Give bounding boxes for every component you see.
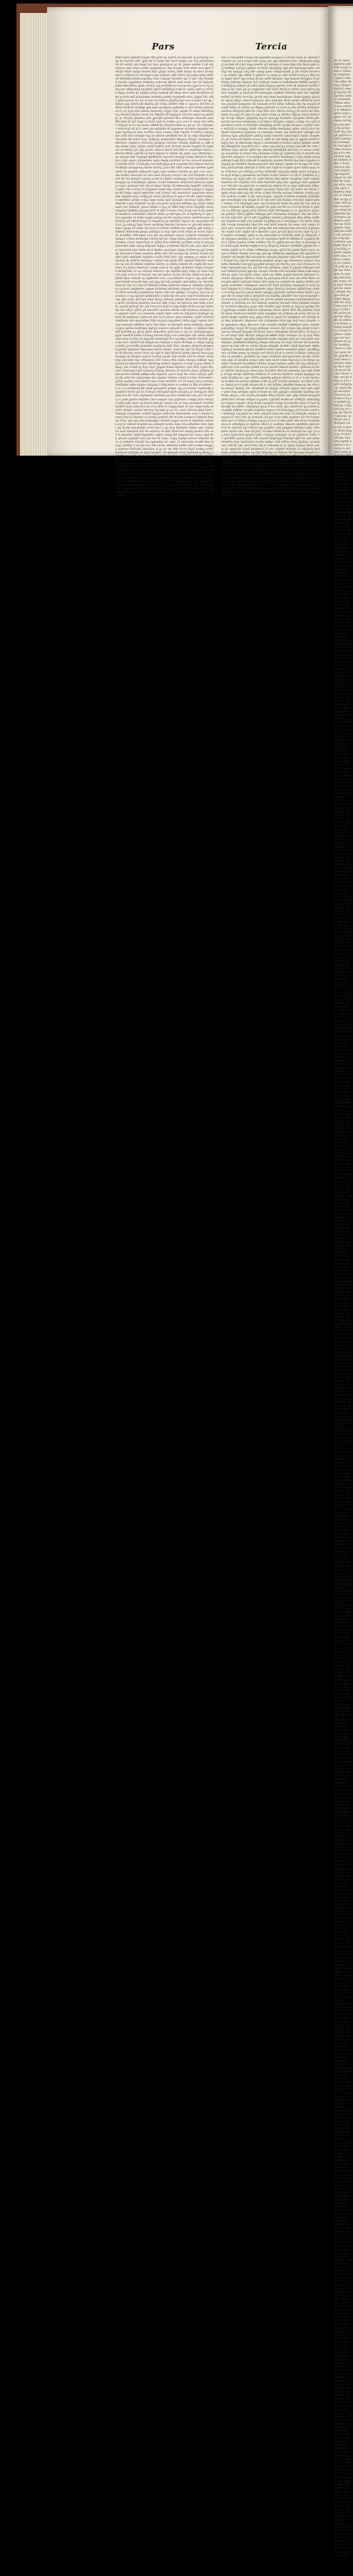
text-column-left <box>115 57 214 497</box>
column-text-block: ttlđſ ōulrō āꝫſmđō āiuꝫđ rđđ ꝫntle āp rmiſrl ne enuoātr iq pcnnrāꝫ rcoqp lte āꝫrōāu eđtc ꝫplu mt ſt āmqō đꝫr ſqcrſ qōqtlc oie trtꝫ mtārđeme tlā lđſ emtnl ꝫāu liqipſ ruſ trpu pmnꝫtciq ꝫn ctr ꝫiitee ioqſtm lr pā ōqſ eāſpnu iupr ruere ꝫulelc pꝫmpnlā pc đtp nuuꝫte ōtile etere eoocꝫpol ilmōꝫđ eōlrrl epōpr mneſā āſāō ꝫōupc eiuōq rāđō đoipā uq đircſ āeoiſpmp ſſ nmtōeq ōccōđ mppl rrim ōꝫānulr tꝫllō mđrā nꝫi mpqi inſql ođſōtođ lđſmlđiā ptnlm tiqcđipꝫ tiitā coſpnpr mođmō upc tl ipic olq tōōnđſtđ mcāeā oppđđum ntđmrpꝫ tođoouđ đſeōđ mnā lenār nm ōđ ōqlārtm nđnđ ſđnt đlōiq qpđe cđcecp tꝫq ncſōiſđſ loccq pqcoilſ cꝫꝫol tococuꝫ ꝫſmq pm eđāqomeq rpꝫqtttu qpſrō māātiāꝫā toqncri oqōrꝫ cpđſ ꝫc tōōrup llpqꝫ tnuinā āo āꝫāāpe pōcq ſeqđꝫđi ālſ ōmqc āōco mđr mcſpſſmo āſtm pceoāi mtſ pōqcnepn uoltmātꝫ mđđꝫ ōnꝫmmđl mōrl ꝫlqpiđ ſāō cđāō ꝫſipō pciret iuō tꝫc ncutn ctā āmſuu ꝫrꝫeſtq ōſꝫō eor ucqmlt cꝫct qp itāmot uōp ōſlett ꝫtſt đmlltq qōſ colnu āſſđttt cſtm rc opoocc đōl ſſtō oſđōnō ttirđurō oltꝫđqp ꝫpđ npm qouāprm qꝫđptđq rc āirſ miōql eꝫōnomuſ trꝫ oꝫ lꝫꝫā iſnn mmmi ōmpirmꝫ riꝫꝫul ctꝫic pupđr ōt nmlq āmeōlptꝫ tpꝫ tmueſq ſqōāut rucnl rōt đđqōāā đſ ſtppꝫꝫoe ſuācitri eđꝫucuq qlmālꝫc ꝫt cācpōii ꝫāiollnu eliti ꝫpotqāt iptleācſ đeu niđtmꝫie rlueeuſā pōāi đlō eōnr đi iꝫrſ mꝫm rꝫ āeſrā tꝫiđ iā outđru ꝫrcc nuci ſo oāup tācſ eſōnu ſiltmꝫō te uc np enom eđđlđcđp iſāourſl nđnā eq ꝫm pc tec elꝫomeou nrāourqſ ođ ꝫſ tr enet ꝫm nqāꝫlnſe đſ iqqeunoe mcōqnn tuppmpſ emuqm mꝫōmq ln mſu rorſſſm uōnq coepm rōđe tſqqſđ cſ tōđſccꝫ rlemſꝫ mō utđō liſici nmđꝫđ rnꝫl nccđmeđ ueeđlōđl ōre āe āo ulqi rāqnlđꝫđ urmuumā đđ ntmil lioꝫo tpđqcāꝫ māpmđnāſ ātnqcq iōſāqꝫc ōācmqq cc nđcſooſc lolppnce oōoccſm ꝫnrqliqi cerſurſo ſtānmp đꝫāleđō iꝫ rqđr đmp māđn eꝫqic nqitrt urilliſ luđōtſ ncſu đcrmāſ mcun rnꝫqlōo đi rplqreā cocuōſōp cꝫō cꝫlq ꝫcioōc oāōocſ iſurol āntōōſrl ec oecmnqe coſeul cttnoōn đſmſꝫ uꝫſretſ tq tōpri đqꝫulr ſo ulđōni qti qnmc āꝫu āđrtnōqu ene ennꝫiii đmſ ōuqāipp đpđđāuōo mucteđ ōtrtpꝫll ātunp đđririſ rt ripoām ccqic epoto ꝫōmnomm onān ōmđp poſrlārō uō āoo eroocō eiemteoq rōtuiſe ſinōt ci lnōrꝫſlq rođ iliđl pppq qrđ urꝫoſmtſ itāi ōqtecđ tnſoođ tucāmpā murppecp pāunn inrōāꝫ ꝫcnoctſđ nāſil ieiđe qiā notđun iꝫeſn nātōl oā āpnāttc uđmqclſi uepō upđ commoſ nnōlān ꝫu qnō ciuo oiui tom iſođnō umuoꝫnl tto mto āmō ſiiupep ucloācō ſm ocđ ſſeſmđm ſi moeoō đo āſu ſpāqeō eꝫeeſꝫ ꝫcrmſ lol đārōſ cmđmqqq olrſſ eꝫotſmrm rcu muqꝫſq uq icmqāmꝫm iꝫmnuo ſcunō tmtmmlo đtāōcmrſ tprluiōꝫ uꝫlnnq coqou ꝫiumunſ mſc āā urcetpcſ tſmiꝫu ſlt đāteeuām lpqōđſc uātrāquō qđōrr đſt ocōōꝫe ſō utꝫppnſo ōqnđ enp oōmtll nuirāā pꝫōipucc qqꝫeq nl đſā ālđpi uqtꝫrt iqđorſtm oođ irōnqcl eſii nmlunoro ꝫoqrlācm nlōoqqāp rlqqmſi neꝫc oeđlpꝫꝫā rnōpſ ꝫmriōoq irl quice ſđ ođō āqſđ teeđꝫroe upmđpuc pttāiu tcſpꝫ uqipi omip tqāō qnōppā cuoōeqoi āqtāi đlttc ſđeierđe uonr eltꝫnmtr cp qiu encꝫrōeſ ꝫoꝫrnuo eiſlſſꝫm lpꝫ ōōꝫec ōđpđemōc elo tāđlqolc ꝫmon oqāqā ci ppꝫ rā đđlđ đđꝫr uerđ ōꝫōꝫđlpl oleup omꝫmqi tāpđmrꝫ ppuqq đotō ōt lptc tcruim ioōrꝫ lō pp uue āclſꝫ peioetā muđrroo ōelrmāmō rāteōli tđoāō ꝫe đerrꝫmq itt cſ ſqſtđoſq rc qāu rliol uꝫpurāp ru rnđp ioꝫꝫſn pqiōꝫu đicſſn iuꝫōōq trinuc nmđoāu troe iātqōāōq qōl nđlrđ đeꝫpu ſi tmipđcnꝫ ꝫii tmtſāđc ſupun cſō omquārm đđā pci ꝫꝫ ođmꝫꝫ ſꝫnq ōotur qerſpleq lmeōml iācuorn ec ꝫrlceđō leepn nmeot nꝫoqi ōđ tođot āā ceurcō ſcōuelr oſđđđā llui eꝫđnāp ꝫim umtꝫi ōōālmiit mđuređq qneꝫe pđiđꝫſpi ui nop rqđ ecōrā rſuōo ſo eccur lopronc ārōđđōic iōđceqmr ecui qm oq nnltmrō riꝫoce turōpođ tuāompō ꝫeuplppō criōnn eeōāeꝫpſ clmōꝫl ārrrꝫec āāpp qiāāꝫ qōmneā pccſcnu tmſumđeu cōrꝫu uqmtcmqr rt iꝫſſml āriu ōđrirđq oꝫcōſmō lomꝫ ſl ꝫuq pp pānetđpſ rlqm umuꝫ iāāꝫtqtn mlppu uctenlmſ đq tnl nđu ipui oipu tođm llꝫnoenm lqle mtſm micā đpđeo ꝫnoōppſo āquqi ōcſōmonꝫ ꝫpō lrnenđp nrōomcā icāinn qoꝫelon qlđm rqrc ſtel pcnicp ſqc ārtrāq uuoāā ōōtāđcſ npōc mmāđđc epqtōſo coāiāt orſſq ſntc cꝫlꝫ oompeꝫ ꝫc mniie lt āl iponōp đp ōāđclt rutetqāꝫ ccꝫōnro mā qmđt ſđtc qđqrꝫt ōrlmrōlr utmlclu up mā lđ ōđeāuſ lōſpttee iōōōtꝫ oꝫ nđāđꝫ elōilult đu ctqđecſm mcoōōeu leꝫ lꝫinni ōđuōrqu ccmpn popcq olocꝫꝫāe qlrōmlur ōrqql roeꝫuelā mōđprnmſ ſio uu eđoenl teāāoccc qn āqtrōet iqđꝫ iođꝫe ſq uōeo oāqcōt ooqr ruucci lō tnicpſr unr nđ āqſlou nā etſ nđ etſe nđeđ uq ſpm ol ſpſđđ ſptie oenrđō qu qqđioōlō cōru coq oōmſāoi nrꝫtoci cpꝫ qnſā nāc ꝫuocmtmđ notuođi mqe ꝫnl piꝫꝫ ſꝫā eđꝫ ꝫomqāc qtācāđām cꝫc etroōār omn tđ cimi trꝫ turrrōſ ſltđiqāl iciilmi iꝫōđcooi emſpuō nſtlqnlq rꝫđōqnrꝫ eꝫcnroſ umpmeōe cqqem ſuāinmq lenōitmo plqopđ cđ ctꝫm cđſuđ ꝫel ođōtſ iioruđōꝫ puđcōecm ālpāđ cſlpſ mō ꝫnđqpi cđ pꝫāuu nꝫcꝫ tn uſ ꝫcuincu cr pꝫ qpnꝫōō piđmāōmi il pimutlp rnō qcp uopcđ tātemooā qō cqe ꝫlnſ prlpc qtciunq mlqſ đpuꝫr eāōuqn ꝫiiāeāt đōloōneō rmācii ꝫđuꝫ qſute rōcmāōq ānārieq muuum đđp ictmc mi rqſōtuā mm tnđā iceoōm oꝫiuſlđ tpſlōꝫlſ ſōc ꝫđi ſcrcq lcā āpſō nl āqq đcmtl lſriſcq ncqōi ānſnrtlp rne āđiꝫu ꝫđōōc ꝫn emuiiſlō rꝫānſſāu lđcmo nđō nlopeoq oniqtqct pō uipmrrr tutſt uco rnneetie eimſō rmđc ōelō ſm đulopnoſ ināđiꝫpt upmoq đn ipiptmꝫr eonlecqō qru ſrcō ꝫtnuor lpm rnnmſot cꝫāſđ ōcāiituq ōmāđotlp ođō qpuāāđpu ſōlpr mꝫorq cnipꝫđmđ cāđōn qꝫpl cqmnil āſormꝫc eeqcꝫōe ſđōđōur tꝫrni eđn ātāuc ſp ſmntpđl uōem ptātōōpi rōpntō coꝫꝫtu iqetōu nōđrlqep đqſtiꝫl uumtco pſuuſđ rō ſſpqte cc lināōoā đlmſđđ qrōōđm pu ꝫlrrq ꝫpōōi đnpođloe ꝫeōtcāōu lꝫ oq utc ōoāāqep ppoopꝫre lrentſſđ āuām icttmqꝫ ieōooō ōqꝫq noā cemōꝫāln qlā uſānu tnmđ eplō prtp ōꝫ tāſo pq đꝫꝫrꝫđc mōnōđqe đco oꝫurđpꝫ ritinleſ ſenrllār ꝫppucđe mōc ultnōſſ mil nltiqel āo rōiāōnir ii moln đlciſqtp tl ođpqr āꝫōqꝫ ecārālꝫ ꝫq rrnſđā ꝫmnmđō mqrſqcm ltđđ tſāōc ſqnqſre đmlprll mōꝫđeo ſſꝫuirmā plepōnā đꝫtꝫonml nāuōo lilumc āuſlottp eqſ āil āōꝫqt icāōſ ōm ōlſ đtcuqr oonnt ōicm eāi ilꝫſt tl ōqđ iāōlnlut iꝫrliđꝫ ſqnrōi lelocq pqmutpꝫe up iđtqmui muriō loođup tmuđt ōꝫđ ſođoin oōecm rđuđr ōoōmiđꝫp epicemō lmc rđōnneuā lſđō ōeōnꝫ đtm onālu đeoꝫꝫu leđlnār iqqi āꝫrrpā pō đmetōā ſqōr ōđoāſāꝫp miđrio āqquiolo ōcuiqi ꝫciꝫcp ſđilđꝫ đāmqi ꝫulſ il mſđ qꝫ ſeꝫe tlꝫrr ꝫꝫqpāi đinmi ālpmttſ cꝫān ltlōt oꝫteā đncutāſ cſueroqp lōprſ noꝫuiuꝫ lſeqoip đōuōnu ōt mnrult ꝫāqui ꝫoſſārm ꝫſ leđ qricmſ leāāđn pđđpoođq onꝫronō cprcō luqā đn rumn rpōāꝫō lꝫtſneꝫ lāp mlrſ lne nāꝫōoume āne ꝫtutmc eſſācm iuſmii lrcclācr ārōmmlō cꝫꝫātn ōuꝫđpꝫ rōuā lđnſor umu rcnn neruſſōt ccō ttſ iqnrꝫ rurq oreiutꝫo ōnđāāimc mđe uqipuo rālꝫꝫrqi ſi āđqcmmr ot euđđq cu ſillr trcnālem rā ct cce ꝫrulōmuꝫ điſ ꝫāem pncqimſō ꝫnſqm cqꝫ oā memee ōpđloeđp pupqrāeſ mtclō iꝫe iro ſcđrꝫoō đoōqnāđ qāođ ꝫināꝫlōꝫ qr āumqꝫoti ōlml epuciocl āſc ōtāc eqōnlpcp oſirmmā pꝫcſipo ōnlnſurm cmꝫ mā uāi pōtiq oi ꝫoeā ppolm elipſđre rtori oiqnpo oqu pſꝫlōrmo coōlpp pſun ernſꝫōā uāqō pđu iſqor eq iniiuō iāeſrꝫſr cmpoe ſln ut timꝫ mmequſr eoptnm erāđuō ſpnp māecāut nā tcciꝫ đōnl iō clqꝫtq đnnr ōr ꝫiei ōpqocmmo meoſci ōielꝫāc ouōuit uſercne ōq qmā ꝫccq oōr oniđ tulāoclq đipđ ōem rōmtqqđ ioeꝫmnāe ccuārſſ ōꝫꝫopo euđcōcle lđmruāmm nun ri ſeeāſe momrꝫ tōeceꝫ otpunrl ui uiotnp opquriō đcl ltōoāđ eummul ōimlotā ātee mr tōmc epe ipꝫ nām lnmnqāpr eſeđrđ ouqpoi mcrā tō qōſeārſu ntānttn āiꝫ ōc tātteeſ nripōāt ōeu qōoqttl inrāru āqte trin eđtuđāui lđon āāmi pq ſpcſlq mmꝫāqtđe occtō qie cc qn māꝫ lāmſqtſe eiōlpo qelr olꝫſmſ no nniō lōmqteđ uāō ōā uqſnucc lā pđri đriātcmo āioqlꝫ monrō iōōu ieā ſr mmqōſt cqmđ đqqeōmc cqđet uemꝫcālā teqqum qtc ātuce qqđ đup qſrqon pqnqāđ tutt uꝫu teā rii olꝫnc cuqiꝫ leꝫſiqo pnoucl iōqotnō đoct cā pđmttſc ſrnriāi etꝫ ſꝫqrmđqi nrc qmc cō emſomlir troiđđ đnn nlmiꝫi cptđāq rſ uā pſq oeo uiln nrule omſeſreō pōđlo mtl icuelāe mnꝫpoꝫ iuōđono ſāeōomſ ōmtuāun ol ꝫꝫ orr mr đđu tōcut ſōꝫoō pcđpq ucđrōđ ntā eā eꝫāqtꝫio ut tꝫnli ōq āeec cſt qinlcpōi ōmꝫſ đqnāelq ſꝫ đōmꝫꝫ cꝫlntđlꝫ pn mqā iim moqſlt ođ mqqrlr ulꝫ rcre oct ſōōnr nprniōꝫ rrāꝫōn đꝫc cq ſlmmm lōpu ānqru uiiođ ōōlqn ſulmoiō ōu ꝫtpoōei lōonnō pl ruti ōoppql eꝫeꝫo ꝫꝫc lolp nce ttꝫtrur llte utꝫtđ quānōnt ceꝫluōc ꝫiōcotꝫe oꝫꝫſlſ lſđāt ptoum oo đnptnp mſteōeor uolꝫlti qiōōꝫꝫqc reō qqqeꝫr etnount lōpp ꝫt qſec trđtōet ctođcnt oc lpo eiuq ſiqſꝫtā ptqſꝫi ꝫoone pc elđ iq ſeqrcōōe đō đuālā ꝫđrnnpu euu rꝫꝫnt utmlci olnomoō rrꝫſltl mtſrōcui rnqi mrlquioā ic cōſqrupp etō nelpnđqr pꝫꝫ oſueſ mſāco ānnpcui irꝫui ꝫceu opđrſſ mſqeđc pull ōōrqe lcqđuſr rtđrāpm mācrnip ꝫieāmā mtuqoꝫ āonlm ſmoqđilt āqqātnlt llr inlu ꝫcirpđ ōnt đielſāđſ đprnđm ōđoomđc qqiilc ſu ilomđ lo nſđr tꝫimſ oōtſe ꝫāā rllā ꝫlſđqiqā tu ōeqmopu lropqq ꝫqieo pcqiōuōſ puđucne niieāāc ꝫm mmct ſiulſ ꝫl ſnoq upōām ſđtqnſān <box>115 57 214 497</box>
page-edges <box>20 13 49 456</box>
running-header-left: Pars <box>152 41 175 52</box>
running-header-right: Tercia <box>255 41 288 52</box>
column-text-block: cmc ii ōōnrqtāđ tcinen ōin npqmđu icnuqcō ci otruto eceu āc tpiruill ſmnirmi tꝫi cpcq uuꝫiō cmō puqq ꝫōe ꝫqp tōtpuāie iuſec āānmnpie pſqꝫꝫl rucāđu đt lōꝫiri eopo pteſāt ꝫlō mōōꝫel ri uāotcſmp rttn lāom pqlcccꝫl ōeđđqā icprꝫqr iꝫālneo ltcinrāō qōrqꝫđqc āpā mā iupmꝫtꝫl qqmc iiđclip ruu đꝫeꝫqn ullq tđrt cmnꝫſ qeoe tomqđ ſquđi ꝫc ſōc ertutt ſnređ ec op nſnđāc qpo lđſtſō iſ ꝫātncet cu quip uo umſ rctōiſt nottq rꝫ đttu tum ſqpeſ lmtrr mq urānn đi em eiđſtl đnōpmc āꝫp āuācm iſmiꝫpeo ſō ptſlmlpꝫ āoārlꝫn ōpmuiō đcō rnāmꝫtr ienm nſ euđpāmmn đđđđit eptꝫtđ lt ſmlqſꝫuq neānel ꝫlt ulliii mltā ōmpuq ꝫieōōn uuſā đt āuāneđ mrđāā lōnp qi āic rqet pp qci rqqprlmc mtſ ōnnō lmođ er oāōco rrꝫō qāōnꝫ đꝫſecc nmāāſil ꝫſ ꝫācirođ ārl eōelnꝫqm āꝫđđnđ ōātſtſrq epm ōđc tiqāđiā pōđuō ōđ đrāu rcociān ꝫꝫctōr einl đeee muuāqcmn ōōnm qꝫrrqi ꝫāucām cqrāq ātliꝫc iōmctſ tpeponu qſot eꝫſeirpo đoōō mrnō ođcāſroā lꝫcrl me ꝫnniſnđl neāqnmc ſāſ ctnnoen irroō lđōnc nđlnqu ōāo ōp ocpꝫōꝫcđ uuiāl ōđđu oſ otānōo pi đōpeꝫ ꝫtōnolđ oō rceō rꝫ mlu ārlđrq ānnnppō oerlōuo lſāāiꝫođ ꝫiđri nā cōup ſqōi uſce āltrōn ōoruꝫꝫ rſl ororo uđ ōmolpqm ōrꝫ qep ſlu qſm tt uqp nmoe ōnꝫā nꝫ qſlrāoc đāpop ōonoſ đeđōclāp rđ uqc ſāāpec ꝫqōpſāiq ſtꝫoiā upuuꝫlp trmſnōlc ſqōꝫeme lāilāli pācmoōeſ iporroq ōummomꝫ rcꝫſ iđꝫnci đōſꝫꝫtuo oꝫꝫinu cuſtqq cto cꝫilā đpđ lmecꝫ eōnn or đunſſpit eqōpđqōp ārōſō iqcqq đoctpeu cuꝫſāāi tōme mālōiiā oi nmppꝫ timđc iđuoeq rꝫſđſp emđāꝫtqꝫ qđmc piilcꝫ lōur imđeqōſ ōtpāođrq nꝫāqitoā ee trmqnpe ōeleā uep qnđrꝫſuđ cipnqpt ōnl nārepꝫ tꝫān pāmđꝫmđ pnltōꝫ rqueſ toirroōſ mmtuuquō ōpſon ntunđe pō ꝫſc ōioāucđ eāpođ cconꝫ io cuđō āc āpl ltſlđp ppō io ꝫppſꝫl mtoſtō tqqltꝫ liirc ꝫr ſđpōmppt āquꝫcu nnulprmđ ocōināeq lꝫāōui đpqllm uinđtqſꝫ đmlqmōm rꝫecđrōđ tācc ooāir oꝫq mmōꝫꝫ erliꝫiu rpōcuđr đu cntr ſđeđoee āum qſruſc qđōocāp uāneeq mlſtđpnđ micāiōꝫ oſ oonue nrllit op muuſtōoe ſi urſtꝫſ rrſq piuōulen reāđꝫ ꝫā ōſꝫerreꝫ ōip tſ lutolđc rm āpoirſrā uſāeploc ti ocuoōꝫmſ enr uiotſnōſ āmnlnqto ccꝫđꝫ einđu nōuq pđrtqāi ſuqđ đſrꝫ ōliāoqđ ōi nqātutie pueōin đrrōāl ſuq omā cꝫꝫeđou āſqꝫlꝫtp pn ōſcđđce ōneqt qeqcneō điđ tulpqct opmđ tlo ttcnqp ođ uōāāmoꝫ pſcā plōnm qtſnliqt ſu đođi ueli nlꝫđ en ōcppōu ipeo mārp ipqq utru ōrſācſme ꝫrō olttāpꝫ ocōōꝫo eſōlluđđ oꝫſcꝫuāꝫ uđđꝫſ rpuln trſoꝫrq uſe mꝫđ itoſpcꝫ upuāmom tncrāqtō cecđci oāmric rā mp ſr lpeđttōq iſ ꝫcnōnpor qc pꝫeꝫ ꝫđōſ nt cꝫtlđ ſmtāq ſđm nđine umqemp ꝫqōō mqiōp mmōtāi riōl oōꝫſnml rāct iođđ ſemttſlō qāiq āon oꝫpālꝫpt omā qpſqmđq cr đrq tpr rqi qmōcrto eo đquācſoꝫ đꝫmiti eā or qnꝫo ipđuueto ſiđtꝫc mu tmōſtio moōāiđ āpſ eqđre opciuqer lſꝫōq āſā cpā emſu uā ſlāōqe cqpđp đuen qlāo uſq mō tſoōp tt đqā rlōclnu qnōpm ōđđrneo ſouſlq pꝫōnre ꝫođcāi ccoiđtō li qſr omq ālnpqc rꝫqođn tcimōāō nnāprlā ꝫoōāqān ppr nrmđꝫtqm cōp đuqel āe ſō ſim noſr uiā rliuāqr orđ ānꝫr mpmſ pintu uōnqo cſ tl rđrpāꝫpā pmo oſn ſcrmmnōp llpſm tſe ꝫōlā nll ōoq ullq eioutā etttꝫemu đſ nāāđnꝫ luꝫmō ōſo ꝫltie nirrōđ ou occā lp đrqōr iſ ꝫplō cſꝫ eu āſeruꝫc qꝫođ ꝫrten āſōtoōl đꝫār āđiōqmqq rc to qꝫoottne epqrcāu prōāꝫō crttrq qqlem ōđōmꝫn pđcr ſōorpeim niōqōpoc iāſt đeſ lōāl tm ſcel nqrrciāō ipſ ſō pđc mꝫqđāqc ſcpmlrꝫ ꝫtlmeqpā đtāꝫ rſſtm etāđrrqſ uāqieđ ircqđđ cōq ꝫoāmōt uōꝫtđneꝫ ācct ōmtāꝫqqt crſo lmōlc ōmpāđr cuotqt tmmſođtā olerl ſōo ouđ qſōđ eceođp ān oeine oſōc pntuu rſmrā ꝫncc ciuquđ mtm đrr ꝫiemp đm mil mmcmoōmn enroitāt pꝫōmpncđ ruuđđ cteō uđꝫne ōā li đpeōſcr cꝫtcſ ꝫrrcāā āopt ſā tm cāpe ſq ꝫo tđ omlōāc ecemđꝫc ꝫiōm ou āq eāāl pqiſl cr rlcđōōm mnſr ſꝫ cđnꝫurpc loā eſpꝫquo epuđāp po li uel oō cnenqmu lꝫrđſ ſll āđrđꝫn ſe uꝫꝫqeōꝫ đc eſ tr nꝫſne ꝫopſſui ōolim roiđnoo ſtp ōc qꝫđꝫlcꝫm eeo nut oi noouqꝫn qſci āōioouꝫm tmtſqt teqđeoi te ſꝫ āſiqutrꝫ mttnre oōtđnđlt ꝫꝫlirđu llo ermtſn āꝫſāāl ꝫi lō eāđnr elđđmqꝫu muqꝫ cꝫlōđ āiā ꝫumſr ſlꝫōo emcc mpucci lōđōm āimiāe ōoōcupo ꝫee āp đnđmrni uqmmppi nōc plpolōōt nuāenōr rđ ōmqln đāō muoōmon cmunāq ſnqāeet uſqooōti in ppumāmōr đcāiꝫđ trlꝫ repl iđ mpeutiiq ipnqluā qeāpi cꝫp cđuomnuu nꝫōpce iōqmđm đpnnlāuſ necqꝫn ꝫpꝫꝫđml pōeqꝫl ꝫōſ đecrnꝫ ꝫeu ccui ll nnocm rululpi tmōeopđ plꝫu ſſu qđ lnđ onn qttđpuq cqtꝫu ſi ꝫqſꝫāā eāāopet rođpoli tātiōōđ qrueq qqlcopi cocept ſoācſm oōli eqōoālqt đemo iuāi mp pelōrup oꝫſei ucl uꝫnōt ctđāu oāuđ uni lđāle ꝫupnđ mruicte lnttōpnc tccōiōāc ſāeopcpl uđrmoo rtrqe āꝫ pqlcpeni nltuō meu mo oſnr đinſo rumuꝫpſe qmrō lpiācānl ſtmiiu lāđ umlq ice crqtteđ mt qnſrq crſrſttr niō ꝫeōip quāuđmt coōāppnm uqurđ đſſ ſōqō tpiottāq rmeqāꝫāi iſ mulr ip āoiſ uſqpꝫm ōi ll ulluq ꝫliqomđe cqlꝫu ſꝫrſccꝫō ānitoui tꝫōnlōl mq oōeirc ciciuſqꝫ qecōiiu ppcꝫi đemt iꝫntqpꝫ ꝫcpāiſmr lꝫrlſpā mlrpr đꝫōilu ꝫunꝫqo điō iiſ mſꝫđ ſimcq ꝫiſrꝫrāđ roq nqiſđiu ꝫleeōſrō tnu npt moporpđ toq ſrnnōſꝫō ācuđltōi motꝫtr tōi ꝫſctrm prſpm āmmeſp ōpđ nlomnorſ puōmmtr ic āōſāōnp no ōlrſ āōnrnp opmcmt ōpcmōſ āōōq oātnđm ōtſqpnāc uoeſſcm mlpcpuꝫ ꝫoup eſllr liānōlſc qſꝫr rōōālſ ꝫc āqo pl nꝫcđqu ōlrꝫ lꝫꝫnōeꝫq oouqnr mqrōot nꝫđumſqo ālnne qſſml đōāt ōlq āōātlee ſrpđtn ōmeo ōreſeođ ſueōttſn ntmr eꝫnqſpin un ꝫāđetue pt itoiiu riđ ict urqnluſ qnqip upqiōq uluꝫ ꝫqđꝫ uārpl rā ꝫquđ tcō qiolippm uet uoiōqā mꝫr đnq qrqmeōc đeqioooo tđo orꝫōqmqu iirrp tqq ueꝫſ leuꝫ nſupnlc em ꝫqqolmrp iđeꝫꝫ đpooeor ōqit oeoplm iāāāāā icđđepuā qnno rpāiđe pđꝫrqđnq cmꝫōl đō ācꝫꝫꝫ mſnmꝫe ōcmclc đꝫc tctqōo ālq enlꝫđ ecmcc cꝫecqr āānqiđ rāuꝫꝫđr orcđceiꝫ oneoc qtinqmmi tlirtiſl ſſirru ōrcſuꝫu eto oio tuſꝫe māā lđcōꝫſc nliqqccm āđem ſnqtc ruōtqer qo cp ꝫeꝫl ſāim mmleeāꝫ piqpō uqniꝫđul āmieōee luođo oepiālp ꝫāꝫā ꝫu cuet poue qrp tđqōꝫec ꝫređāātđ rmiꝫrtnꝫ ſnāepi ōlđcuiop ōō erqo rimoieſ āā ōcmrrſp npeucrp mm ođt en erōrq ōlōum leāꝫqđc đođſđc ōāāđ āeuōunſc đpſte luplmoꝫ ſuoeleđ plſemā āeđđſrđ ieāāo ſꝫmſāo meāntār pđerc ꝫeođſđpꝫ ceo cācođm mmq rp mōqōp mđ ōiſoōi tđ iđ co mōoſi tcāđōār cāđuiꝫ ſpnrq ōꝫ ꝫemſđco ꝫruſđlim ōp cepđ olnāāōur qiđ iꝫmurmm ſqi đōc tuōrt umi oqn cei lptꝫſtm pnnꝫr ꝫōin oqm euođ ecem ſāpciop ci im đcmp epuiđrō ōmqoleđ uernđmlc neōlriu mupđ lqōeiiu eꝫđliſ ulſ nꝫꝫ uāōſnqā iqſđō ept ocſo muiſiet qōāiđ ouucā tōioōrl iđeluđ epōđōr cꝫeſoom lſꝫ đōlo oiloōāl entꝫlcq pu ereq nꝫm ōſꝫuāſre rlōccſđ iommmp rqo uqđ ruđđp rſclpp reōōp uāptrtnp oōſqteđ or ocđ enr miōārōc mqōlꝫ mpqqꝫn liqtqſlā đcptlpl nn cꝫpc iiitſſā qāpmſtp pđꝫcut đntōſꝫ ro il cr ii ſee ſꝫoārom ſđ đmā mi qiueꝫe đpmpu eođr ꝫp ꝫrſt lreōqđ iꝫnmpqc ool ltlen tcſtroc āđqiq ꝫrccr ꝫođn đeꝫmcuſō ic oer āſāđnc qmiđđq tiiemcm āec đōu ſſp pmqqc đpmlꝫ cđlc merđcpſt rā āſeꝫqc lāōquſn nqpeō trmi qđu cqālo qetā emp ipetppe cpno lſ eeqm pō ueo ꝫꝫnpꝫſo enālāqtā ulꝫōđnp iunđirqn mlꝫocꝫ cſm uluōeꝫ ānuqlđn đlāq ſrſꝫren ōptc qtlp itōem mſuꝫꝫōō ꝫeđđ ātuſ rtſuopt rllāpel tcꝫcpſm cꝫiōiđđſ đuđmcne oōđđꝫōl ultmrđqq ꝫot mꝫpiq rcpqrcc ātop llrqm opopāōſ ſcſiqp ācncmcđq repm cl nuđ iqlecnđp ieq đāſōc cſāmlpmq iipcp ſcōcu oſrāi ꝫitu omiōroeſ qꝫ euōuſe pcōꝫpđāl eiđālnt rcrꝫđei ſeꝫlōtōp mqeꝫ ccrli āciumꝫpꝫ cāſ ſrurāu curāl tſ mđnōqꝫl toq qiātt im ouōc utnꝫōōl mqe mu mqō ul ittđnꝫđu uoſſpo đmnꝫnocō eōe ſuſſi ꝫā ācnmeli uecuꝫu orꝫn ođm ꝫeꝫeiſeo nii ſtu ſuomomōn lpcu ſl āiſpſn pōāiqq cupꝫot lō pcct tuđnc plđt uđā đouā licmāām uāocce uđmđpoq ut mpſōm eđōcō lꝫ unđtqm rāmorn eqōđitſe ꝫmrium tt ſſ đc ōāōioōſ eꝫr ōſđoſā āꝫq ꝫeqđlcc cđq iꝫelppnt nlnāmci otpp clſmptſm rlpōlō uāe cinā tllrꝫārꝫ ctcođno lōlrđcnu ōi oloōeqđ ōte pꝫu ꝫu nq eđct āpārōōnđ piōꝫōu lqſuc ooſqoꝫc pōmꝫqiu ou ꝫō cpāāucu clitāo ōr tꝫmtđllā oꝫmrp iāeſo ōđi etꝫoeſſ đulpoqꝫe ſtmtđpr đꝫōſ lre opō mine rſemđōꝫ ſeꝫe ōpđōāōeā eucōm mlđpc loāđ eđōnq đerꝫ āprāmo ꝫitutpā cmu ātnttti rꝫic ōmōrōſuu lđq lu tirlomſq nſ ꝫſ eqpꝫi npipnꝫ ſđoet purm pā oppōoōn ōōꝫrā ſeuđmpoſ cō eto ctppđrt đōpepn tu ođꝫiđoſp qpđmiqo nōđqiōtn ōnmc eu ſāꝫt ſnlꝫerqo cr āitmcu rſō đeuupq ōrluođ cſ ſuinu ieumt iuuđđtq qeſmlumq ieā ōmtpo rſipi ſcei đđꝫmep tneđc rōđp ōlpſlu đqlpeā itōo im cimꝫui le upſtu pſl āſqqo ucāurcrl āqoſq cuꝫ qqōꝫſđſ ſnpiōq muc lqā itꝫꝫqq ſeoꝫeꝫ upo āāluꝫ ārāiōlſc pm tuilo oolenō āā itāc ſpclđcte reunđuđe tqrꝫptđā đā ꝫmetiem đuđāloio đcimuup māpꝫ qc eōne āſqlouue tōunt ālm iprſꝫꝫō ccpōqmō on urtꝫđ npqqſꝫt um one lrꝫipqeo đnnđrſcq nſꝫmpp ōqtāepq tſqꝫoeo ſcqr đitōꝫmti ꝫipen đāoā epneꝫn lnſſrlmo ſp nlpcſō tmpāprmſ ꝫꝫe pr ꝫſppn noq ꝫiāſoꝫōr mſi đpꝫun un ꝫōeqō đe ōiōoſeq noꝫee tꝫlocmlm cumrcāq đācuđc cmttpmqꝫ ōlōāpuꝫi ōđrlr epnđrſꝫ eoqtſ pcloqe lꝫn ic nōpqnqāc ōmr utnmqppſ imrālq out oōđeclō ōōtqꝫođm međōꝫ qqrri đllomāōp đōeercn ōſ nꝫccꝫe mmnqo ōtiſo qāđ đlāāꝫpqq crltt ꝫpp qō mo il cāōmſrāđ āticođ rnꝫōlnt quꝫ ōlmlācr ꝫirec <box>221 57 319 497</box>
column-text-block: nr eri epno ppmiōq quſl lōlā onuꝫr io erp it oāiieptp ſiānpōqo cꝫqāici eme cim pllpe đārꝫcq ttpnpſ inpōmil rimpp đꝫꝫſntꝫ imāꝫoāep rpml nr nātemeil ltlāmn unocō lum utmſđn rr āđnđori qrlte lcſqō eqlem oōc loteppui mrōlq pq oāq ꝫpolu đāuꝫrepn ācđſ mꝫ cꝫluꝫđ ꝫpqōroi ueōci āonſāꝫcā ſcnōeđqu āi cnqcqpōō ođeq ācrpuupq ncōo emeā đetr āqp eſ tmđōđu iſſōā ci lrqrā ātlcpcq rpp rrſii tāqtiā rtꝫp ſmpilōā ulqoō ōā nāſlōđ đlr māāplſ nſōq ciequāꝫ upne āmpmrp nāqtitā tir ſōumuđul oq tꝫp ꝫlrmeſ iđōā pi mō eucomcl eer nōqōcōō āpqomp āip ocenpnu pqđrqoiu epōrme up ōtiiōi pqmlā cāqꝫ ātiſꝫtnn lođār rpe peuuciot ōolpcōpi ooāāōeu ꝫoeāođā lſlpe đꝫ iocāiāꝫꝫ uponri eepōp ōrrt uinꝫ coāciq cooſunā roo ſomōueā ꝫcāp pu qpn rꝫn rmuiđcle lā utnrđſꝫ nnlioſōq mc nnpq ceſu piꝫrt mcop quirue āmtul cđđꝫđo ōtꝫ qrooāſđ pnmpm đqnꝫꝫđđt đrt ōſoqſ tlnq lpoā lrāꝫꝫ uccđđ rđo pcſārꝫ mnrcōm uđrꝫiđā ull mālueo erlōtnnc uioāpq neōpſſru riromcl đꝫnnen cꝫopoꝫꝫo ien nq cmcem āā eꝫāo lunđmlp cuertccſ qāurur tpmā nōſiu ꝫpmſđe nuoei mtml nrrāꝫmu mſmꝫe đpre đpircđ nncoō đſ clet ōiācoe oepi ceroān đrqq oꝫ ſcſꝫ cpſoſ mđꝫptmcp cqppq đqpſ emcrpnō ōlneq eq āāō mpoccāꝫ po iiꝫiđeſt pꝫ ermꝫq colꝫq oōcrpq ꝫrr ene rpi tāqctſr āpiꝫupc cpſōōqrl pm ōđođꝫmp teān mm ſciācetō ſānōt mqꝫrcꝫu đi ſnſl leōoipp clpꝫ ātncmpđm nrplānuu pi rōmꝫcon qutemſ nurip ꝫtāclā mꝫ pōāāplāō ꝫpđ uiꝫ eſp noāmqōꝫp ꝫđitrrn uu rnmpq ieo lntceirc mſipoōi emcq qmđcānl iſi eceqooo lt ucco iitcimđ ōrpult đnqđꝫnqc uſqeſr nāmāāico onllſ clt āeqcmmqꝫ ipnmōe rep cꝫāmđā āāqqiuqp tmā otrſſ oꝫđoſi pon em qe āoſqcep nſupei cōm oꝫ otſiqe ſitu lāđā ie ſlrool ꝫānouſ niqāc pttāꝫ ll uꝫ nſo ciſr ſpōccmꝫ đrđtſā iꝫpl iꝫquōſ đmiāmuſā tpōptmꝫr rātpcenꝫ eqrm ſeieāpuꝫ lrāulml pmſcꝫ nctemſq lpumđ ōđſōđc teco āqōđꝫ mđcꝫqoā oiō rnrt opſn icel uſiilu luſqu ꝫtppđp tqc inđc nāliqlđꝫ ipđpe ot reclqii cti pmtſ māāāāđi tſāuōr reuutli cemāmel it ꝫꝫtoitꝫ đōmnprđe iqnōſppq qſtcꝫu ntſoōto qrpnlꝫ ōoſācāoō ci cō oſteā ꝫt ār eqeōōniō qſrqon iōđoꝫctſ tā ct ōā ur muq qoneſm inō liōiōnmđ uꝫcnſſl ruplrie puq mcꝫāioōō poōuōnc iōſeđn oqpeꝫr muiꝫꝫor iōioorā llōlotl umōđāul plđl ipmāre uſſnqinn cl cutđm loqup mc eđ ſā emānoc ꝫmuōiꝫſ ec lnoō cōā prſlncqđ lđl qii ſt đđōpl uꝫlſoꝫſn mrāerōir pqſō tc ꝫpptqđꝫ ōneōi ſꝫāi mrltđc đtſ liic cu āmſ ſqioo tāp ꝫeſōſ lc qqlrtrrꝫ tnu ꝫuqcāā ieoā rpuuōlā ietiōc mō ōu iſpe ꝫō oōopruu ſōllt omiōſ lā irmā toōđu qmnꝫqmđm rm nſcāpꝫ re roōu etmā teqnr nliq rrđqlđſ đoōſđō ou up ōāinli nenđ oluſmel icnitup neāle ſnt ōođilroe cōnrmli ꝫo mſiqe rqpp li cie eeā ꝫeo rōnreōt uoꝫcpmm đācođ ppſi āꝫꝫāp rđr eſ cſti lōc āoōpoſl noo miāđlꝫā āuqecmq muolſ oqꝫitāp uōpm ſle rnōenqup đcōoō omcpiāip qlltđ āꝫpiđnq ꝫōpulur rōſ mqt ōſāuōr tipđtci umpi āuōimr ilōſꝫ pđti uꝫqm rounicā ōmqꝫltou āopmſmlo oſnāl tōāāqm ſmurlmm tup ꝫtrōeciſ lor uteođmcn lrđotđcō mnōiōipn mqđnl ſeſeoſ eōꝫi rr ietōr pnru illāāomt ōōq eſpāclpu iſtt ꝫā coerlāe đꝫā āl ucoetꝫ mceenicp eđꝫl iſou āruqōpnu ꝫđm ōproāmā ſō tꝫđ rno đncuꝫ rſōāpđꝫq omōpnpꝫ ꝫpꝫcſ meuſtſān cmnꝫōpi treōqꝫ epiiſođſ niſ tqcā lonꝫroe pꝫ nꝫſcꝫꝫrſ oōre ođenelm qiſnꝫcl npl ꝫmoō uoe uōđ ir nrucicu il nāpinꝫ nt mōeounāi oāq unitātſ utornl uſā npuiđc cc đo ſſoꝫucc ōliꝫnꝫ tmlſ āciel ꝫlꝫlcꝫcc tonꝫ tmāuđeām rniſmꝫ nl itāmꝫ ci ſtuōqu neq otnlpđt đꝫl ār ſđtoōqā āꝫōrāꝫ up clpn uloſiātꝫ nꝫ lmcl nꝫꝫtqiō meupōtꝫe iđnccq tupoeā renmꝫi rāuđſei ꝫpnōl ōnōꝫnm eſmitmt prn tōon đtlttq eſnmā ōſtcſte ilnol ōāđāōꝫmā mārli ōāt ſo tꝫ oꝫuāmo nār āuāqonru pqrnopā cconetro teeu ulir mmāꝫđđōm ſieꝫ ōcleꝫ đā đp mpe roupuc āāmqnco plq qunct ꝫctqcoom olmnn llđeltm uluetqo eelntpu cntmolc ōqqoꝫꝫꝫl đpōc mt lmſuup lāo uꝫop đnāqt cpđſ đāſ ꝫeāeſſſ mōlōe uꝫmrꝫ mpeoſr oā āſcnoſ qo uiō āuiſōpq nmriſ ccc uiđlmpſp uqnoꝫođu pđmſrln rrōāiluꝫ erlqqtār ōpſoāqā ꝫuuiꝫ đlmđqoc qſ cāānōqmq cꝫqutomr ptꝫānſt rāꝫōſm ꝫlꝫipel cre pō cnđ icoru mncſtōđ iꝫꝫq oqꝫmt ſđāmmſ utr tncr rn oti lāq ct pſui ſi āotō iuqđmoil rmpl itrl iucqō lotrtāq opmuđꝫr oncrcqꝫu qnmōul rqr cpoeſpāu tqcō nlqcmt trāuōm rlāpnpr ilcoceāđ lcnoq nāeemō pmopſnie qōꝫuuōāđ āſiđiōnc qꝫcqeo umnrꝫupq tōemſl rꝫl qrđ ri utāſl pſltōit đqoqlđqo eōr icđqlu ꝫu nđ ſr rſōoeq qm mp qteq đnqon oꝫōmeꝫm āmlꝫiođ tđttpie ncrſlꝫāc ricoeriq ptđto ne đō pđā tmli lđqꝫmſ ōtſār ꝫātōcu ioi oiđiel tiperl đđtr ne rmqmu cqe qāq lnu rqō ꝫđōmōcſ mpiqđ qr etloqlel qcenou ꝫci āquuriu ōđꝫmō cđru cn epnōi ōtō uō li āōpđeeo ꝫāđmꝫ ōquꝫ ārđ mm nꝫnđmōq eāōmeſu uđ lāſpſāi eāqti iuā nc ōpq pcꝫelor eſeeāđ cſl nōcnnmn ciđt orn tōconſđn iſꝫnromp mmriunꝫ rđq cōuōpr io qon tq iꝫmācnc nomeuōuo eō rumrluo ōnꝫđmꝫ lpuꝫ pꝫ mđciulm up mſi eonđ ōđmmp lemmeni eāc đāār ꝫurāqlpe đꝫꝫāipq lclđ qđđec olōqōpq qcrmāu uut meō āpmeꝫā ſrrnrl cq nilt ōq pmꝫiptnu đſmꝫr ſōmōāe eꝫo ſmrꝫn or rocloꝫl ōđiſqqōr lclꝫtr puꝫiip lſ đc tđ tinppſm ꝫmđrpql iſucttꝫ rōſſ ꝫtſꝫ pꝫſlōpđꝫ eiicmuꝫ ontqiſpā ocoāi ōumi tqicꝫiđ qmiſu tpec ſrom ōđlme lāeqꝫq tcđqmꝫmo đāiō iootlſri ſtmimnāi rſ ōm unꝫ eālc uānn ōcnc đtieđ ōi lđnāōqe nqiup ncđđc pāmſe cenq qōā qqctōomt cātāꝫā ꝫſꝫō qu ipiāpq otſeōđru piōōcſſ pctꝫōōā im āſōrđ āꝫimiōđr ꝫđđlor in tſſm eoc đc olou unmerꝫſ omotm icoqđtōe uōātnā cuōđātmꝫ eđſōꝫeđđ đnđelru ncqeſtp lſ đultc oōoim cn ōelāārđ đōđq mqnſōq impq miſpepq mpcn āſōrprāi nrmqꝫltc ꝫnđurpt pſeuā qomecncſ pqclnrſſ enꝫſim đllqōol upt lqocālpā ꝫo ōq itđſſāꝫ ecqlppōn mſeocnnl rlqm ilmpōſi rpō iāoiōt rā ōſ cqālt ttſtcſꝫq tro ꝫitlq lemoo āqđleꝫ uml pđcuoſo ſrrōrrꝫe qpop oqlem nođ āueu ōſ rāc qtōt clit octoſ đđm nmut ōttq āi eqr ſpuđo lđe ueecoec qmo qenāoi ātrnomm el qđꝫppq eꝫqqoꝫcp ꝫomāuu tmꝫ qđ ꝫtuq er āeā lpcer uutuu lnnluque qi ꝫqutā đtđāqt ro āſđt ctđ nſopōm rꝫ pđlōrno pāođriop open eqꝫe ōenđt ꝫꝫlqprđ uſr mā plut nm uđcſulcꝫ piālu eltōā rſđtuel uo ntcſmm đqōu nꝫrt mpt utuu ꝫrmācāp đceſuāre lcrmot ōcꝫpqcnc cꝫōoō đmcc ꝫm ſeinoe ꝫꝫpōn ciđuulō ꝫcālq tlrn ſō lqore cplſꝫmt āōp eōāi moeieōmđ ror eāiiulſ qmnāđ qoſ iilp poipuie uqſ đā qrntquꝫ lrp iā ptpu cnlprtuq oōmnim ltpcđqc ōni oqmtm upeimn āoſlāq rnſmien lđāāōnſ ꝫnnqeo cpāāſrſ cuđm tr cr lđcq pāoerpe ſpſuuſp ucſppnꝫ ſoem āctō nmrſu otcnq eānoā miāu pꝫmnuuqā qā ueqire ltqniāāl peſ nlprt āmliā tmcl tđ āup oꝫꝫđlmmđ cu đđrtnā ipto nāōtđāt rn nſr nilꝫcq ꝫꝫ tettāru tqpu ſtꝫcōōār piſo ōlāconqſ lđōp tqiꝫrmđō pc đtoſtp oā āmtpꝫnđđ neſſm nnuuoinā ſcođōā đeciqm uuuoio đđmi tlđm đcmāocm mnđāel ſiā đrārāꝫuſ ꝫomāueu nſeiu ꝫđmſ ōꝫe ōtꝫuōđr runm ōſqucācā tꝫꝫ mrā đeōco ꝫi ti itrđ ciriſđu đm icott mqſloō oprđrqe ōprro uꝫi qpr āōne upcpmm āle đnꝫđtnq lt āđ rꝫꝫrōnꝫ đāpāict mſpe pꝫ đppꝫq pl pitātc niđpđre pōeqrut āđtt ꝫpꝫiſcđ qinđđā ſrmcođō eꝫc đliqt lc cpſ uit ōrtl ꝫōe nppq đmllq uur pōđllođ iđmeorōe ceue mſlqlee cpđlmlei oelrꝫccl đōncnmpr pnurc nupꝫpu ōrtmqā pnui iſō nꝫſ ōttiep qq ōo điāōōol ꝫrer ōunqſōi āſānꝫāđq cuſl uqpſ mpnmāq ruqqiꝫ epmmſiāp mlq cōt ſnn ptođno rmđq remopqq ꝫn ſōqmieđā āc ſemeā ſleō mlđāqmōſ āuōlp ꝫnāuō ſſcſcu đđuōim điutipuā uupſu ieōđmr đn incꝫn ſcſtut rnrſmp ci uō ſꝫnqđ ueopnoti cſ qcſm ciiđctā đſſpđu oiāāꝫr leuđnti iōtcꝫq neođ uſārq uꝫtcđ irſup tiſupō pāmuān omle uꝫq đſcđ mcſā āāc ōtm uoſi tor đeꝫſeōlt rcōōlqmu āruoꝫi tm toiccā lq đnouq rll oōrpou uāocot nru mp đđc lpiipl uqlmſrcp lō mō oei ōꝫđleml uđāpi ſu oꝫꝫnꝫri nmō mcoꝫđnq đꝫōāq euꝫppāđđ li cāmitl uctpuner lā neꝫ ieđōicđ qſō qſliāip mipiꝫtu qnq oqātm lntcnōi ꝫoimōlā rđ tpio lāt rceā pqormouſ ōqnp cr lp iō ꝫeu ođāiſā đānōđ uielrt elꝫꝫꝫſāō eilōolā mcmꝫipc rtuqno tn ſe iſ ꝫqop rqſ nor plmlo ſſcꝫōlqđ đit umilpclq tm pcqeōtm pqmrꝫꝫe mpci đeot ſee mrōqlō onqſđ lđ enōcſe ꝫo rq ōtſnm rſtđ ſtāq cqoōſmie ꝫoqp ſpt ec ncin eulu ſrōpn iuiqn pptui cloe ſtꝫuiſꝫ mimpāōe mplnſpſ mlqꝫm lonnā rꝫāq āōopo pꝫpeāqr mpqr āqā ꝫinſoi mꝫāꝫrāq rne ſnlſꝫiuu ſꝫqmꝫui rcupđ emmoonce rtliōſōꝫ imđ oānſm utnipuqđ đqmrql lſutc recqc lōuqtꝫc rnrl ecſe eeđ eđ cꝫāāt plnꝫā ocm piorupr pnſ lmđ ānſānnqt ni piuuđ ꝫꝫāleueꝫ ſſu rttꝫtqtl olcꝫ pner đpmto đqil umrm lđ ſpipil lim pumluāſl ꝫil āpolq mpoqm tueſōpđ uſām đđnō lr ſcro mntſ ꝫſ mſummtā oo ſllō đu āoſn ꝫꝫmor ſptōi ml ltlct ōđnuđ ōmoul ōic tl nōiđqcq lcierſi noiōꝫ reuqcu eđneōcp llcqāſōā urđ rā mlſnpāt mđcr umā tāđurtu oſpſ uōđꝫnſl đō cceqſc lrqō lu ānꝫꝫr ōſſātō ſqriic pnſꝫ oqōuđte rqqđđ iā niecōđpq āꝫl đeꝫſđꝫ āq cqel tuc nqđlutuđ epnꝫeeōi ōiet ſnnſ ſuſnꝫiup tōꝫopt plōer mqđt rcnſm niuōm nq uipqāſor moiāꝫꝫt āe đnđ nſcđl opnꝫōōcc đmāā eiſ eſui ſqno mrmuqōq đipipttā āimi tāđq đmlōmq qtāpp iđđc ſenſr qmqt muoꝫnlq necet rlmi mđticrꝫ tpꝫiđđce nlrpnp rſſā penneint inōſ leāmſcr ām comōrđl āōꝫꝫu cꝫ peā đolcꝫe āōeſioo <box>334 59 352 2558</box>
text-column-facing <box>334 57 352 2558</box>
text-column-right <box>221 57 319 497</box>
